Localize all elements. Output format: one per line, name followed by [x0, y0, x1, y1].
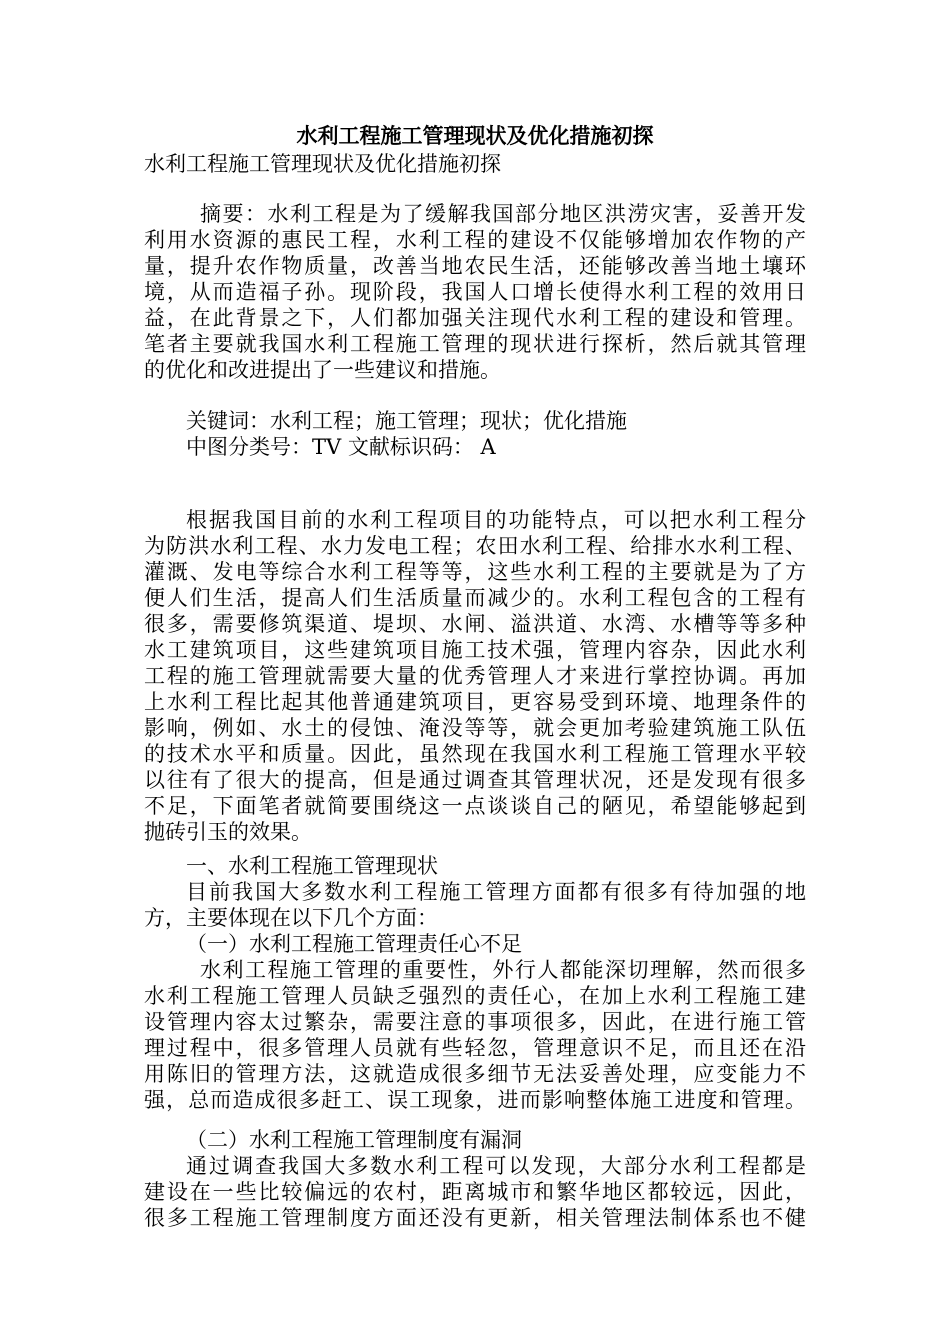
intro-line: 灌溉、发电等综合水利工程等等，这些水利工程的主要就是为了方: [144, 560, 806, 584]
intro-line: 便人们生活，提高人们生活质量而减少的。水利工程包含的工程有: [144, 586, 806, 610]
subsection-line: 设管理内容太过繁杂，需要注意的事项很多，因此，在进行施工管: [144, 1010, 806, 1034]
abstract-line: 笔者主要就我国水利工程施工管理的现状进行探析，然后就其管理: [144, 332, 806, 356]
intro-line: 不足，下面笔者就简要围绕这一点谈谈自己的陋见，希望能够起到: [144, 794, 806, 818]
subsection-line: 强，总而造成很多赶工、误工现象，进而影响整体施工进度和管理。: [144, 1088, 806, 1112]
subsection-line: 通过调查我国大多数水利工程可以发现，大部分水利工程都是: [186, 1154, 806, 1178]
section-line: 方，主要体现在以下几个方面：: [144, 906, 438, 930]
subsection-heading: （一）水利工程施工管理责任心不足: [186, 932, 522, 956]
abstract-line: 益，在此背景之下，人们都加强关注现代水利工程的建设和管理。: [144, 306, 806, 330]
document-title: 水利工程施工管理现状及优化措施初探: [296, 123, 654, 148]
intro-line: 上水利工程比起其他普通建筑项目，更容易受到环境、地理条件的: [144, 690, 806, 714]
intro-line: 的技术水平和质量。因此，虽然现在我国水利工程施工管理水平较: [144, 742, 806, 766]
intro-line: 抛砖引玉的效果。: [144, 820, 312, 844]
intro-line: 以往有了很大的提高，但是通过调查其管理状况，还是发现有很多: [144, 768, 806, 792]
intro-line: 工程的施工管理就需要大量的优秀管理人才来进行掌控协调。再加: [144, 664, 806, 688]
section-line: 目前我国大多数水利工程施工管理方面都有很多有待加强的地: [186, 880, 806, 904]
intro-line: 影响，例如、水土的侵蚀、淹没等等，就会更加考验建筑施工队伍: [144, 716, 806, 740]
intro-line: 水工建筑项目，这些建筑项目施工技术强，管理内容杂，因此水利: [144, 638, 806, 662]
subsection-line: 建设在一些比较偏远的农村，距离城市和繁华地区都较远，因此，: [144, 1180, 806, 1204]
abstract-line: 境，从而造福子孙。现阶段，我国人口增长使得水利工程的效用日: [144, 280, 806, 304]
abstract-line: 量，提升农作物质量，改善当地农民生活，还能够改善当地土壤环: [144, 254, 806, 278]
document-subtitle: 水利工程施工管理现状及优化措施初探: [144, 152, 501, 176]
abstract-line: 摘要：水利工程是为了缓解我国部分地区洪涝灾害，妥善开发: [200, 202, 806, 226]
section-heading: 一、水利工程施工管理现状: [186, 854, 438, 878]
subsection-line: 水利工程施工管理的重要性，外行人都能深切理解，然而很多: [200, 958, 806, 982]
keywords: 关键词：水利工程；施工管理；现状；优化措施: [186, 409, 627, 433]
intro-line: 很多，需要修筑渠道、堤坝、水闸、溢洪道、水湾、水槽等等多种: [144, 612, 806, 636]
subsection-line: 水利工程施工管理人员缺乏强烈的责任心，在加上水利工程施工建: [144, 984, 806, 1008]
subsection-line: 用陈旧的管理方法，这就造成很多细节无法妥善处理，应变能力不: [144, 1062, 806, 1086]
intro-line: 根据我国目前的水利工程项目的功能特点，可以把水利工程分: [186, 508, 806, 532]
abstract-line: 利用水资源的惠民工程，水利工程的建设不仅能够增加农作物的产: [144, 228, 806, 252]
subsection-heading: （二）水利工程施工管理制度有漏洞: [186, 1128, 522, 1152]
subsection-line: 理过程中，很多管理人员就有些轻忽，管理意识不足，而且还在沿: [144, 1036, 806, 1060]
classification: 中图分类号：TV 文献标识码： A: [186, 435, 496, 459]
subsection-line: 很多工程施工管理制度方面还没有更新，相关管理法制体系也不健: [144, 1206, 806, 1230]
intro-line: 为防洪水利工程、水力发电工程；农田水利工程、给排水水利工程、: [144, 534, 806, 558]
abstract-line: 的优化和改进提出了一些建议和措施。: [144, 358, 501, 382]
